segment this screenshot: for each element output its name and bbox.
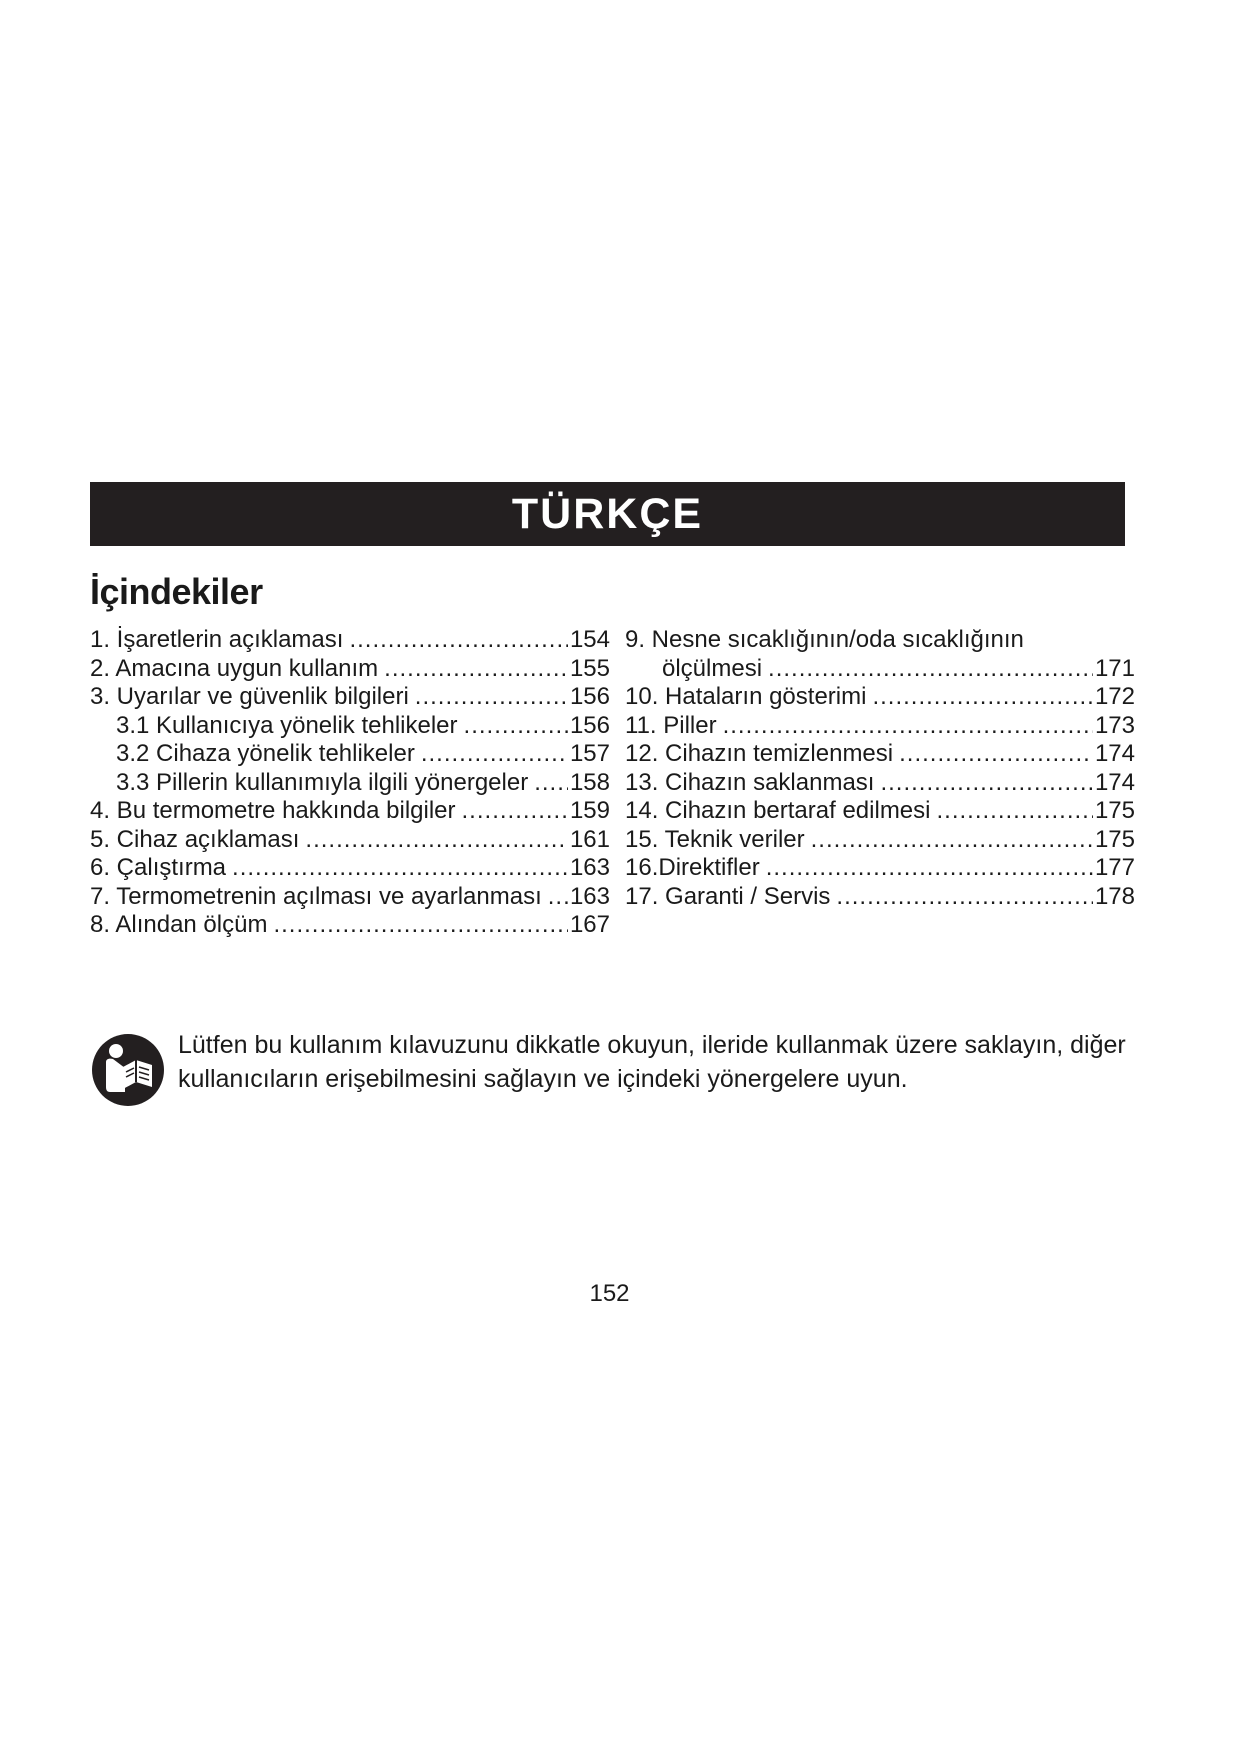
toc-entry-page: 163 [569,882,610,910]
toc-entry-page: 175 [1094,797,1135,824]
toc-entry-page: 156 [569,683,610,710]
toc-entry-page: 156 [569,711,610,739]
toc-entry-label: 3.1 Kullanıcıya yönelik tehlikeler [116,711,458,739]
toc-entry-page: 155 [569,654,610,682]
toc-entry-page: 174 [1094,768,1135,796]
toc-entry [625,769,1135,798]
toc-entry [90,683,610,712]
toc-entry [90,826,610,855]
toc-entry-label: 16.Direktifler [625,854,760,881]
toc-entry-label: 9. Nesne sıcaklığının/oda sıcaklığının [625,626,1024,653]
language-banner [90,482,1125,546]
toc-entry [90,797,610,826]
dot-leader [766,854,1093,883]
dot-leader [768,655,1093,684]
toc-entry [90,911,610,940]
toc-entry-label: 13. Cihazın saklanması [625,768,875,796]
toc-entry-heading-line [625,626,1135,655]
toc-entry-page: 161 [569,825,610,853]
toc-entry-label: 12. Cihazın temizlenmesi [625,740,894,767]
toc-entry [625,854,1135,883]
toc-entry [625,826,1135,855]
dot-leader [273,911,568,940]
toc-entry-label: 3. Uyarılar ve güvenlik bilgileri [90,683,409,710]
dot-leader [415,683,568,712]
page-number: 152 [589,1280,630,1307]
dot-leader [548,883,568,912]
toc-left-column [90,626,610,940]
toc-entry-page: 177 [1094,854,1135,881]
toc-entry-label: 14. Cihazın bertaraf edilmesi [625,797,931,824]
toc-entry-page: 172 [1094,683,1135,710]
dot-leader [836,883,1093,912]
dot-leader [723,712,1093,741]
toc-entry-label: 1. İşaretlerin açıklaması [90,626,344,653]
toc-entry [90,769,610,798]
dot-leader [534,769,568,798]
toc-entry-label: 17. Garanti / Servis [625,882,831,910]
dot-leader [936,797,1092,826]
toc-entry-label: 6. Çalıştırma [90,854,227,881]
toc-entry-label: 10. Hataların gösterimi [625,683,867,710]
dot-leader [899,740,1093,769]
toc-entry [625,655,1135,684]
toc-entry-page: 157 [569,740,610,767]
contents-heading: İçindekiler [90,571,263,612]
toc-entry-page: 163 [569,854,610,881]
notice-line: Lütfen bu kullanım kılavuzunu dikkatle okuyun, ileride kullanmak üzere saklayın, diğer [178,1031,1126,1059]
dot-leader [349,626,568,655]
toc-entry-label: 4. Bu termometre hakkında bilgiler [90,797,456,824]
toc-entry [90,655,610,684]
toc-entry [625,712,1135,741]
dot-leader [872,683,1093,712]
toc-entry-label: 3.3 Pillerin kullanımıyla ilgili yönergeler [116,768,529,796]
toc-entry [90,712,610,741]
toc-entry-label-continuation: ölçülmesi [662,654,763,682]
toc-entry-page: 167 [569,911,610,938]
toc-entry-page: 178 [1094,882,1135,910]
dot-leader [232,854,568,883]
dot-leader [462,797,568,826]
toc-entry [90,626,610,655]
toc-entry-label: 2. Amacına uygun kullanım [90,654,379,682]
dot-leader [421,740,568,769]
dot-leader [811,826,1093,855]
read-manual-notice [90,1028,1135,1108]
toc-entry-page: 158 [569,768,610,796]
toc-entry [625,740,1135,769]
read-manual-icon [90,1032,166,1108]
toc-entry [90,854,610,883]
toc-entry-page: 173 [1094,711,1135,739]
toc-entry [625,797,1135,826]
toc-entry-label: 8. Alından ölçüm [90,911,268,938]
banner-title: TÜRKÇE [511,489,704,538]
toc-right-column [625,626,1135,911]
toc-entry-page: 154 [569,626,610,653]
toc-entry-page: 174 [1094,740,1135,767]
notice-line: kullanıcıların erişebilmesini sağlayın ve içindeki yönergelere uyun. [178,1065,908,1093]
toc-entry-label: 3.2 Cihaza yönelik tehlikeler [116,740,415,767]
toc-entry-label: 15. Teknik veriler [625,825,805,853]
notice-text [178,1028,1126,1096]
toc-entry [625,883,1135,912]
toc-entry-page: 171 [1094,654,1135,682]
dot-leader [464,712,568,741]
dot-leader [305,826,568,855]
toc-entry-label: 5. Cihaz açıklaması [90,825,300,853]
toc-entry [90,883,610,912]
toc-entry-label: 11. Piller [625,711,717,739]
toc-entry-page: 175 [1094,825,1135,853]
toc-entry [90,740,610,769]
dot-leader [880,769,1092,798]
toc-entry-page: 159 [569,797,610,824]
toc-entry-label: 7. Termometrenin açılması ve ayarlanması [90,882,542,910]
dot-leader [384,655,568,684]
toc-entry [625,683,1135,712]
